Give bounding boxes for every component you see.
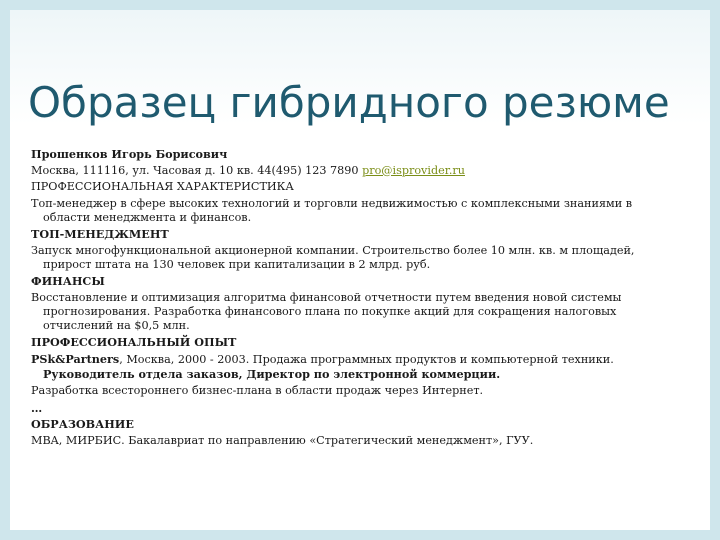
section-heading-prof-char: ПРОФЕССИОНАЛЬНАЯ ХАРАКТЕРИСТИКА <box>31 180 294 193</box>
contact-line <box>31 164 681 178</box>
resume-name: Прошенков Игорь Борисович <box>31 147 228 161</box>
positions-text: Руководитель отдела заказов, Директор по электронной коммерции. <box>43 366 501 381</box>
slide-title: Образец гибридного резюме <box>28 78 670 127</box>
experience-text: Разработка всестороннего бизнес-плана в области продаж через Интернет. <box>31 384 484 397</box>
finance-text: Восстановление и оптимизация алгоритма финансовой отчетности путем введения новой системы прогнозирования. Разработка финансового плана по покупке акций для сокращения налоговых отчислений на $0,5 млн. <box>31 290 622 332</box>
section-heading-experience: ПРОФЕССИОНАЛЬНЫЙ ОПЫТ <box>31 335 237 349</box>
company-name: PSk&Partners <box>31 351 120 366</box>
prof-char-text: Топ-менеджер в сфере высоких технологий и торговли недвижимостью с комплексными знаниями в области менеджмента и финансов. <box>31 196 633 224</box>
email-link[interactable]: pro@isprovider.ru <box>362 163 465 177</box>
ellipsis-text: … <box>31 400 44 415</box>
section-heading-top-mgmt: ТОП-МЕНЕДЖМЕНТ <box>31 227 169 241</box>
section-heading-education: ОБРАЗОВАНИЕ <box>31 417 134 431</box>
section-heading-finance: ФИНАНСЫ <box>31 274 105 288</box>
company-details: , Москва, 2000 - 2003. Продажа программных продуктов и компьютерной техники. <box>119 352 614 366</box>
top-mgmt-text: Запуск многофункциональной акционерной компании. Строительство более 10 млн. кв. м площадей, прирост штата на 130 человек при капитализации в 2 млрд. руб. <box>31 243 635 271</box>
resume-body <box>31 147 681 450</box>
address-text: Москва, 111116, ул. Часовая д. 10 кв. 44(495) 123 7890 <box>31 163 363 177</box>
education-text: MBA, МИРБИС. Бакалавриат по направлению «Стратегический менеджмент», ГУУ. <box>31 433 534 447</box>
experience-entry <box>31 352 681 382</box>
